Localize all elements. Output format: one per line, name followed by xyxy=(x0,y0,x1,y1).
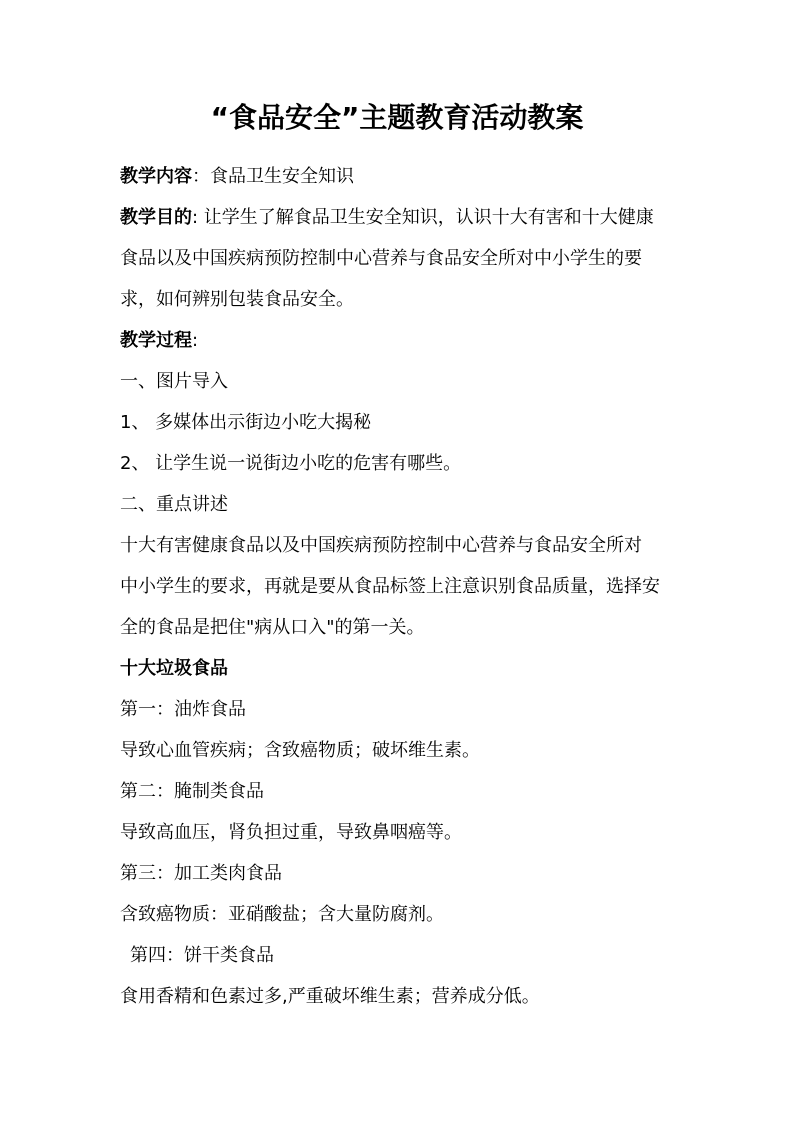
food-description: 含致癌物质：亚硝酸盐；含大量防腐剂。 xyxy=(120,904,444,925)
section-heading: 二、重点讲述 xyxy=(120,494,228,515)
teaching-process-label: 教学过程 xyxy=(120,330,192,351)
food-name: 第一：油炸食品 xyxy=(120,699,246,720)
paragraph-line: 中小学生的要求，再就是要从食品标签上注意识别食品质量，选择安 xyxy=(120,576,660,597)
food-name: 第四：饼干类食品 xyxy=(130,945,274,966)
paragraph-line: 十大有害健康食品以及中国疾病预防控制中心营养与食品安全所对 xyxy=(120,535,642,556)
food-name: 第三：加工类肉食品 xyxy=(120,863,282,884)
teaching-purpose-sep: : xyxy=(192,207,204,228)
teaching-process-sep: : xyxy=(192,330,199,351)
food-name: 第二：腌制类食品 xyxy=(120,781,264,802)
food-description: 食用香精和色素过多,严重破坏维生素；营养成分低。 xyxy=(120,986,540,1007)
teaching-purpose-line xyxy=(120,205,680,231)
document-title: “食品安全”主题教育活动教案 xyxy=(210,101,584,134)
section-heading: 一、图片导入 xyxy=(120,371,228,392)
list-item: 2、 让学生说一说街边小吃的危害有哪些。 xyxy=(120,453,462,474)
food-description: 导致高血压，肾负担过重，导致鼻咽癌等。 xyxy=(120,822,462,843)
teaching-purpose-label: 教学目的 xyxy=(120,207,192,228)
teaching-purpose-text: 食品以及中国疾病预防控制中心营养与食品安全所对中小学生的要 xyxy=(120,248,642,269)
food-description: 导致心血管疾病；含致癌物质；破坏维生素。 xyxy=(120,740,480,761)
teaching-content-label: 教学内容 xyxy=(120,166,192,187)
paragraph-line: 全的食品是把住"病从口入"的第一关。 xyxy=(120,617,425,638)
junk-food-heading: 十大垃圾食品 xyxy=(120,658,228,679)
teaching-process-line xyxy=(120,328,680,354)
teaching-purpose-text: 让学生了解食品卫生安全知识，认识十大有害和十大健康 xyxy=(203,207,654,228)
teaching-purpose-text: 求，如何辨别包装食品安全。 xyxy=(120,289,354,310)
teaching-content-sep: ： xyxy=(192,166,210,187)
teaching-content-text: 食品卫生安全知识 xyxy=(210,166,354,187)
list-item: 1、 多媒体出示街边小吃大揭秘 xyxy=(120,412,372,433)
teaching-content-line xyxy=(120,164,680,190)
